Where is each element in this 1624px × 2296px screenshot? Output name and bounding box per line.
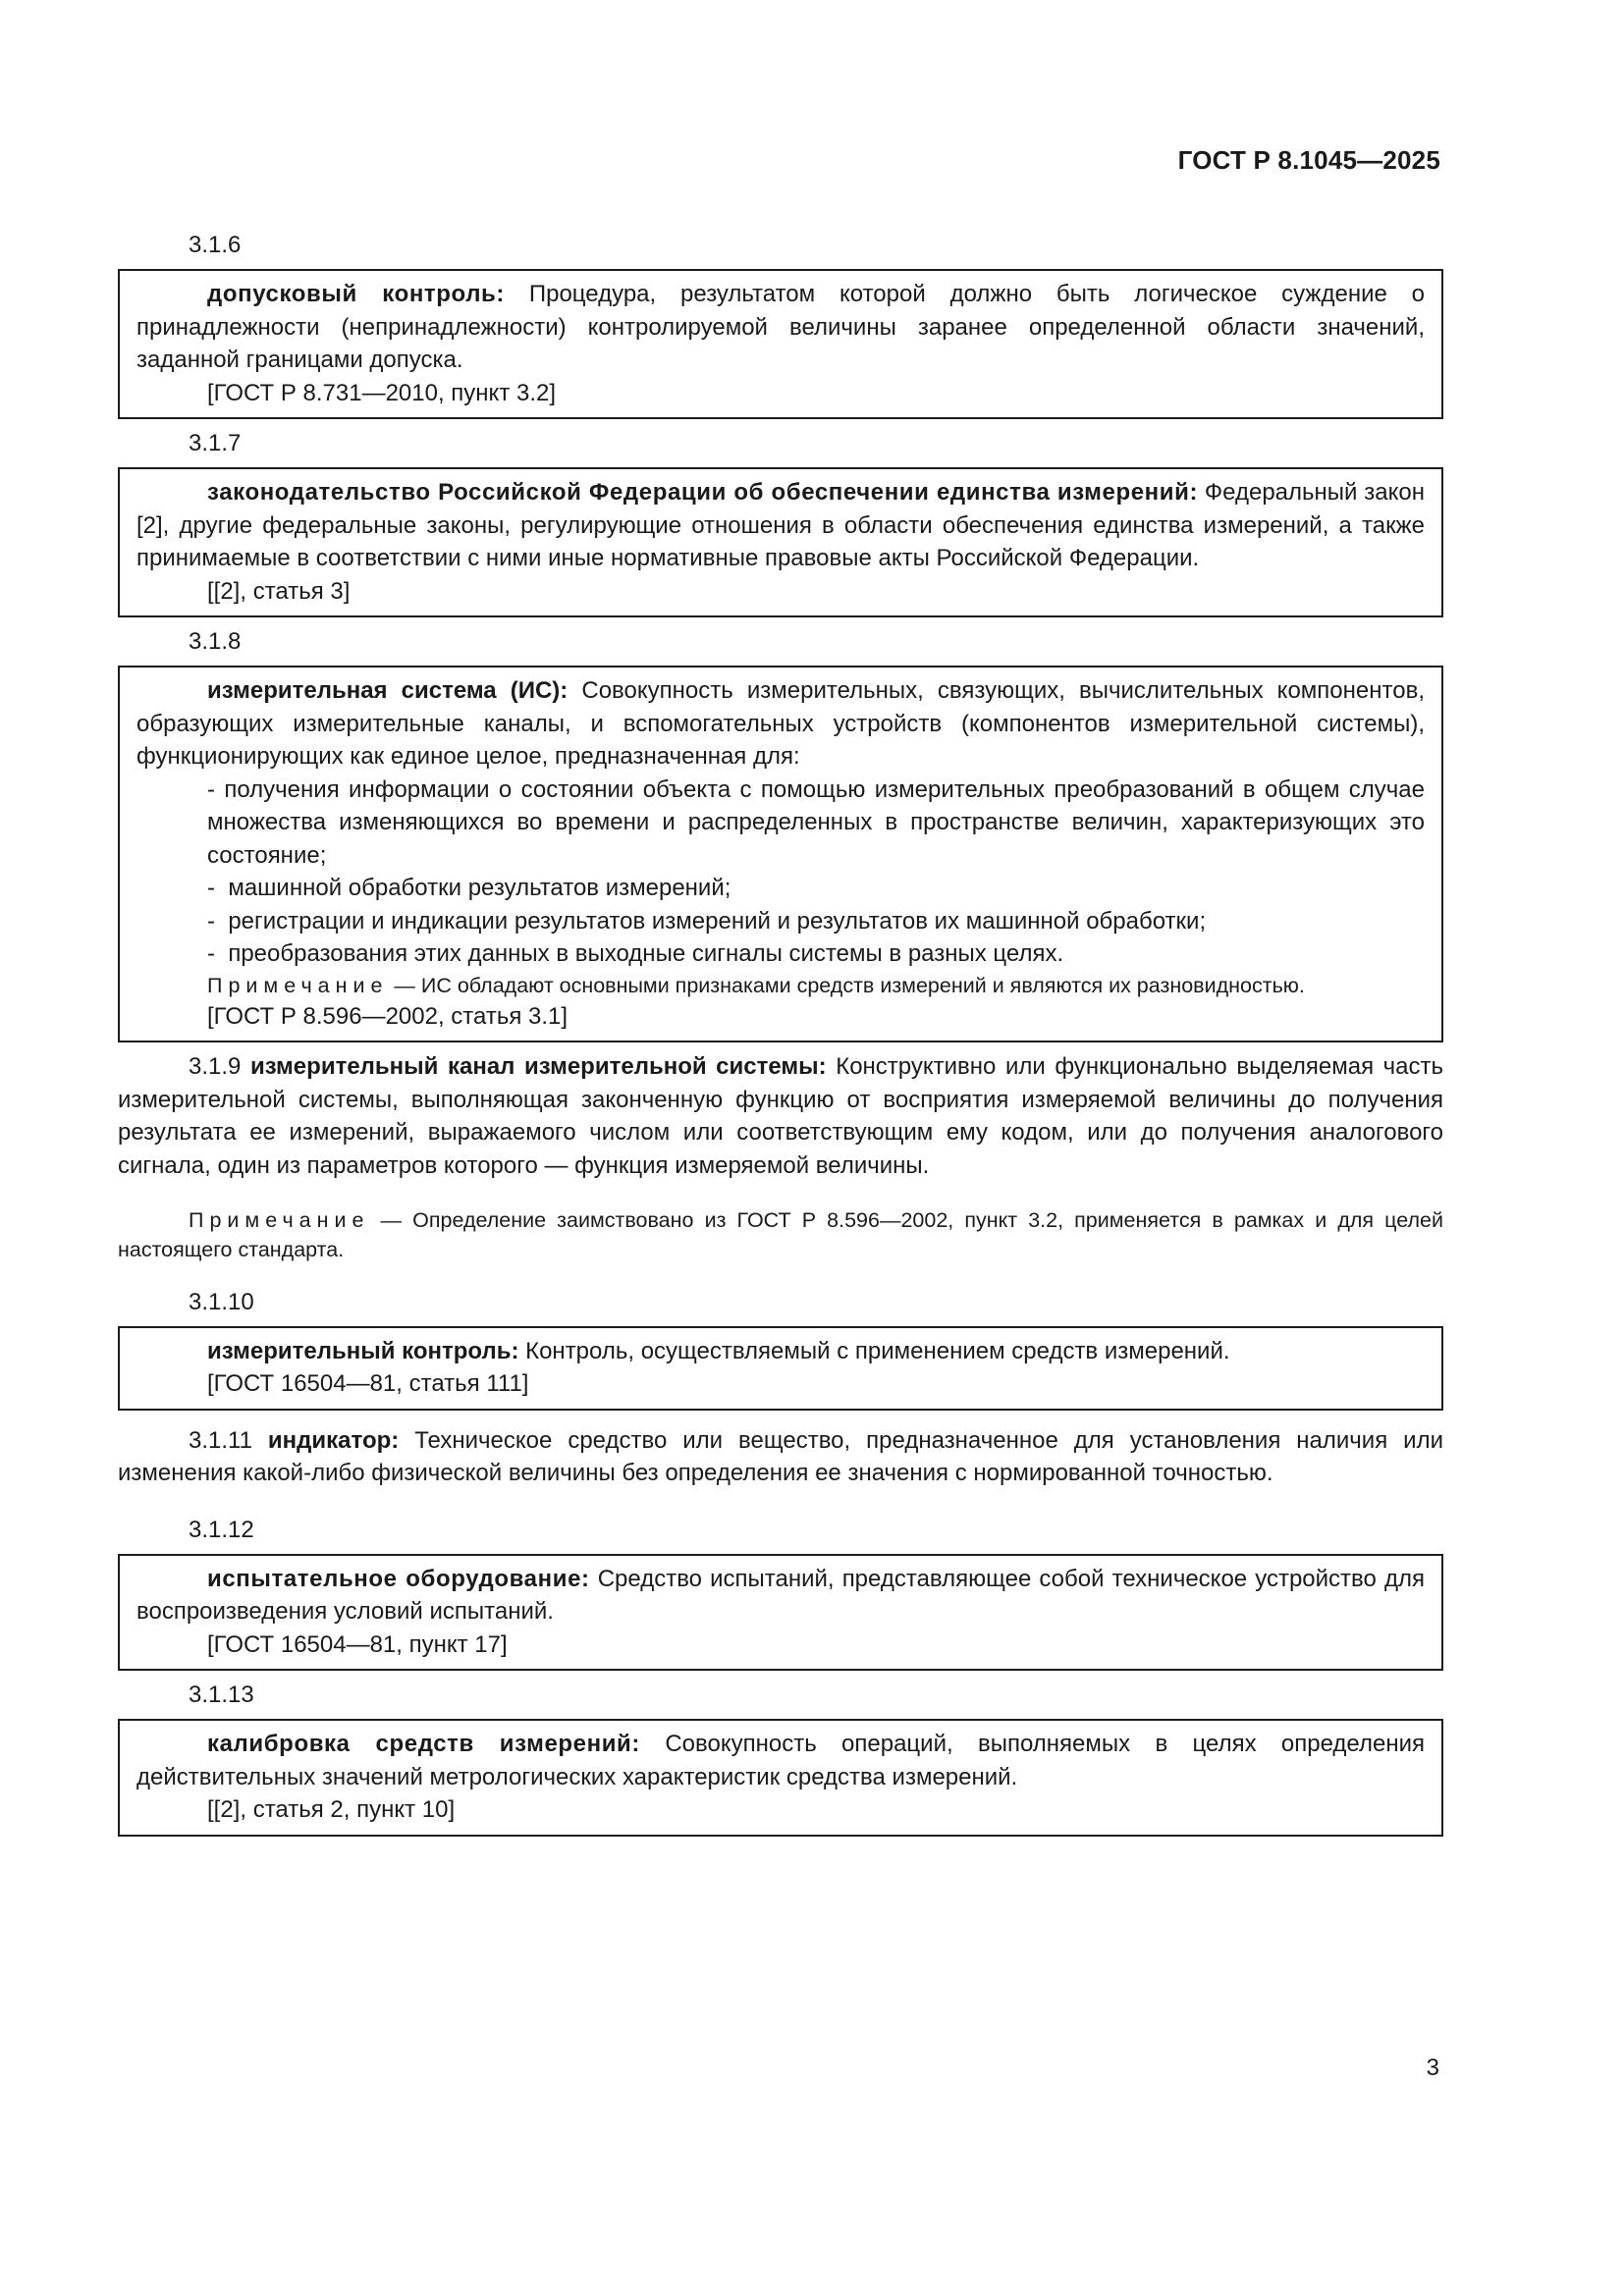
note-text: — Определение заимствовано из ГОСТ Р 8.596—2002, пункт 3.2, применяется в рамках и для целей настоящего стандарта. [118,1208,1443,1261]
entry-number-3-1-8: 3.1.8 [189,628,242,655]
list-item: - получения информации о состоянии объекта с помощью измерительных преобразований в общем случае множества изменяющихся во времени и распределенных в пространстве величин, характеризующих это состояние; [207,775,1425,869]
definition-text [136,1563,1425,1629]
entry-number-3-1-7: 3.1.7 [189,430,242,456]
entry-number-3-1-10: 3.1.10 [189,1288,254,1315]
list-item: - машинной обработки результатов измерений; [207,875,731,901]
definition-text [136,476,1425,575]
term: допусковый контроль: [207,281,506,307]
definition-text [136,674,1425,774]
term: измерительная система (ИС): [207,677,568,704]
definition-text [136,1728,1425,1793]
definition-box-3-1-6 [118,269,1443,419]
definition-box-3-1-7 [118,467,1443,617]
term: калибровка средств измерений: [207,1731,640,1757]
source-reference: [ГОСТ 16504—81, пункт 17] [207,1630,508,1658]
entry-number: 3.1.9 [189,1053,242,1080]
term: законодательство Российской Федерации об обеспечении единства измерений: [207,479,1199,506]
source-reference: [[2], статья 3] [207,577,351,605]
entry-number-3-1-13: 3.1.13 [189,1682,254,1708]
note-label: Примечание [189,1208,370,1232]
definitions-column [118,221,1443,1837]
definition-body: Совокупность измерительных, связующих, вычислительных компонентов, образующих измерительные каналы, и вспомогательных устройств (компонентов измерительной системы), функционирующих как единое целое, предназначенная для: [136,677,1425,770]
entry-number-3-1-6: 3.1.6 [189,232,242,258]
entry-number-3-1-12: 3.1.12 [189,1516,254,1543]
note-3-1-9 [118,1205,1443,1264]
definition-body: Контроль, осуществляемый с применением средств измерений. [518,1337,1230,1364]
term: испытательное оборудование: [207,1565,590,1592]
definition-box-3-1-10 [118,1326,1443,1411]
note [136,971,1425,1000]
definition-text [136,1335,1425,1368]
definition-body: Федеральный закон [2], другие федеральные законы, регулирующие отношения в области обеспечения единства измерений, а также принимаемые в соответствии с ними иные нормативные правовые акты Российской Федерации. [136,479,1425,571]
list-item: - преобразования этих данных в выходные сигналы системы в разных целях. [207,940,1064,967]
term: измерительный канал измерительной системы: [249,1053,827,1080]
definition-3-1-9 [118,1050,1443,1182]
definition-box-3-1-12 [118,1554,1443,1672]
source-reference: [ГОСТ 16504—81, статья 111] [207,1370,529,1397]
definition-body: Процедура, результатом которой должно быть логическое суждение о принадлежности (непринадлежности) контролируемой величины заранее определенной области значений, заданной границами допуска. [136,281,1426,373]
entry-number: 3.1.11 [189,1426,252,1454]
note-label: Примечание [207,973,389,997]
term: индикатор: [267,1426,400,1454]
definition-box-3-1-13 [118,1719,1443,1837]
definition-body: Техническое средство или вещество, предназначенное для установления наличия или изменения какой-либо физической величины без определения ее значения с нормированной точностью. [118,1426,1443,1486]
definition-3-1-11 [118,1424,1443,1490]
note-text: — ИС обладают основными признаками средств измерений и являются их разновидностью. [388,973,1305,997]
source-reference: [ГОСТ Р 8.596—2002, статья 3.1] [207,1002,568,1030]
definition-text [136,278,1425,377]
definition-body: Средство испытаний, представляющее собой техническое устройство для воспроизведения условий испытаний. [136,1565,1425,1625]
definition-body: Конструктивно или функционально выделяемая часть измерительной системы, выполняющая законченную функцию от восприятия измеряемой величины до получения результата ее измерений, выражаемого числом или соответствующим ему кодом, или до получения аналогового сигнала, один из параметров которого — функция измеряемой величины. [118,1053,1443,1179]
source-reference: [[2], статья 2, пункт 10] [207,1796,456,1823]
definition-box-3-1-8 [118,666,1443,1042]
document-header: ГОСТ Р 8.1045—2025 [1177,145,1440,175]
term: измерительный контроль: [207,1337,519,1364]
page-number: 3 [1426,2055,1439,2081]
source-reference: [ГОСТ Р 8.731—2010, пункт 3.2] [207,379,557,406]
definition-body: Совокупность операций, выполняемых в целях определения действительных значений метрологических характеристик средства измерений. [136,1731,1425,1790]
list-item: - регистрации и индикации результатов измерений и результатов их машинной обработки; [207,907,1207,934]
